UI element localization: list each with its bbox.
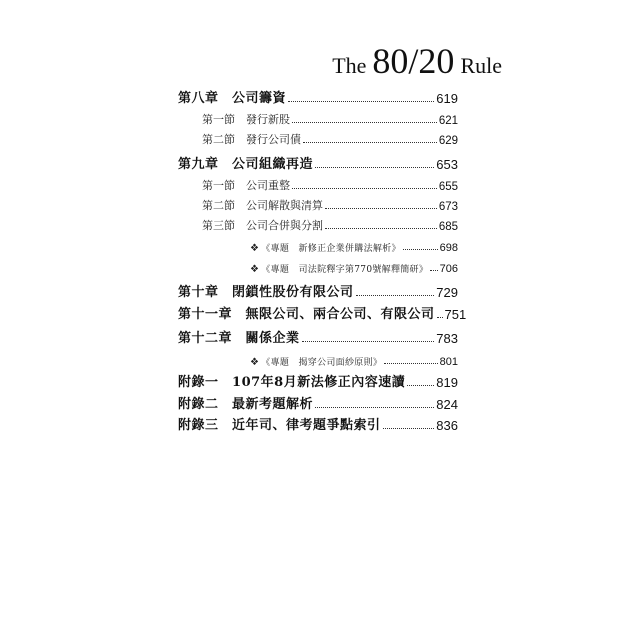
leader-dots (292, 122, 437, 123)
toc-entry-title (250, 241, 401, 254)
page-number: 819 (436, 375, 458, 390)
toc-chapter-9 (178, 152, 458, 172)
section-number: 第二節 (202, 133, 235, 146)
section-title: 公司重整 (246, 179, 290, 192)
toc-section (202, 193, 458, 213)
leader-dots (315, 167, 434, 168)
special-topic-title: 《專題 揭穿公司面紗原則》 (261, 358, 383, 368)
appendix-title: 107年8月新法修正內容速讀 (232, 375, 406, 390)
toc-entry-title (178, 153, 313, 172)
appendix-title: 最新考題解析 (232, 397, 314, 412)
toc-chapter-12 (178, 326, 458, 346)
header-rule: Rule (460, 53, 502, 78)
toc-entry-title (178, 327, 300, 346)
toc-appendix-3 (178, 413, 458, 433)
chapter-title: 關係企業 (245, 331, 300, 346)
toc-entry-title (178, 393, 313, 412)
section-number: 第一節 (202, 179, 235, 192)
section-title: 發行公司債 (246, 133, 301, 146)
chapter-title: 閉鎖性股份有限公司 (232, 285, 354, 300)
leader-dots (383, 428, 435, 429)
section-number: 第一節 (202, 113, 235, 126)
page-number: 698 (439, 242, 458, 254)
page-number: 836 (436, 418, 458, 433)
chapter-number: 第八章 (178, 91, 219, 106)
page-number: 619 (436, 91, 458, 106)
toc-chapter-8 (178, 86, 458, 106)
chapter-title: 公司籌資 (232, 91, 287, 106)
leader-dots (407, 385, 434, 386)
special-topic-title: 《專題 司法院釋字第770號解釋簡研》 (261, 265, 429, 275)
toc-entry-title (250, 262, 428, 275)
toc-section (202, 127, 458, 147)
appendix-title: 近年司、律考題爭點索引 (232, 418, 381, 433)
page-number: 801 (439, 356, 458, 368)
chapter-title: 無限公司、兩合公司、有限公司 (245, 307, 435, 322)
leader-dots (437, 317, 443, 318)
leader-dots (384, 363, 437, 364)
page-number: 655 (438, 181, 458, 193)
chapter-title: 公司組織再造 (232, 157, 314, 172)
toc-special-topic (250, 255, 458, 275)
page-number: 653 (436, 157, 458, 172)
leader-dots (288, 101, 434, 102)
diamond-bullet-icon: ❖ (250, 243, 260, 254)
page-number: 824 (436, 397, 458, 412)
toc-section (202, 173, 458, 193)
page-number: 729 (436, 285, 458, 300)
special-topic-title: 《專題 新修正企業併購法解析》 (261, 244, 401, 254)
leader-dots (325, 228, 437, 229)
toc-appendix-2 (178, 392, 458, 412)
leader-dots (303, 142, 437, 143)
toc-entry-title (202, 111, 290, 127)
diamond-bullet-icon: ❖ (250, 357, 260, 368)
page-number: 751 (444, 307, 467, 322)
page-number: 621 (438, 115, 458, 127)
toc-entry-title (178, 87, 286, 106)
toc-section (202, 107, 458, 127)
leader-dots (315, 407, 434, 408)
header-numbers: 80/20 (372, 41, 455, 81)
toc-entry-title (202, 217, 323, 233)
section-title: 發行新股 (246, 113, 290, 126)
leader-dots (356, 295, 435, 296)
section-number: 第三節 (202, 219, 235, 232)
page-number: 783 (436, 331, 458, 346)
leader-dots (430, 270, 437, 271)
page-number: 706 (439, 263, 458, 275)
appendix-number: 附錄一 (178, 375, 219, 390)
toc-entry-title (178, 371, 405, 390)
section-title: 公司合併與分割 (246, 219, 323, 232)
chapter-number: 第十章 (178, 285, 219, 300)
toc-entry-title (202, 131, 301, 147)
page-number: 629 (438, 135, 458, 147)
leader-dots (292, 188, 437, 189)
leader-dots (325, 208, 437, 209)
toc-entry-title (202, 177, 290, 193)
toc-appendix-1 (178, 370, 458, 390)
toc-chapter-11 (178, 302, 467, 322)
leader-dots (403, 249, 438, 250)
toc-section (202, 213, 458, 233)
toc-entry-title (178, 303, 435, 322)
toc-entry-title (178, 414, 381, 433)
section-number: 第二節 (202, 199, 235, 212)
toc-chapter-10 (178, 280, 458, 300)
toc-entry-title (250, 355, 382, 368)
appendix-number: 附錄二 (178, 397, 219, 412)
chapter-number: 第十二章 (178, 331, 233, 346)
book-header (332, 40, 502, 82)
toc-special-topic (250, 348, 458, 368)
page-number: 673 (438, 201, 458, 213)
section-title: 公司解散與清算 (246, 199, 323, 212)
header-the: The (332, 53, 367, 78)
appendix-number: 附錄三 (178, 418, 219, 433)
toc-entry-title (202, 197, 323, 213)
chapter-number: 第十一章 (178, 307, 233, 322)
leader-dots (302, 341, 435, 342)
diamond-bullet-icon: ❖ (250, 264, 260, 275)
chapter-number: 第九章 (178, 157, 219, 172)
toc-entry-title (178, 281, 354, 300)
toc-special-topic (250, 234, 458, 254)
page-number: 685 (438, 221, 458, 233)
